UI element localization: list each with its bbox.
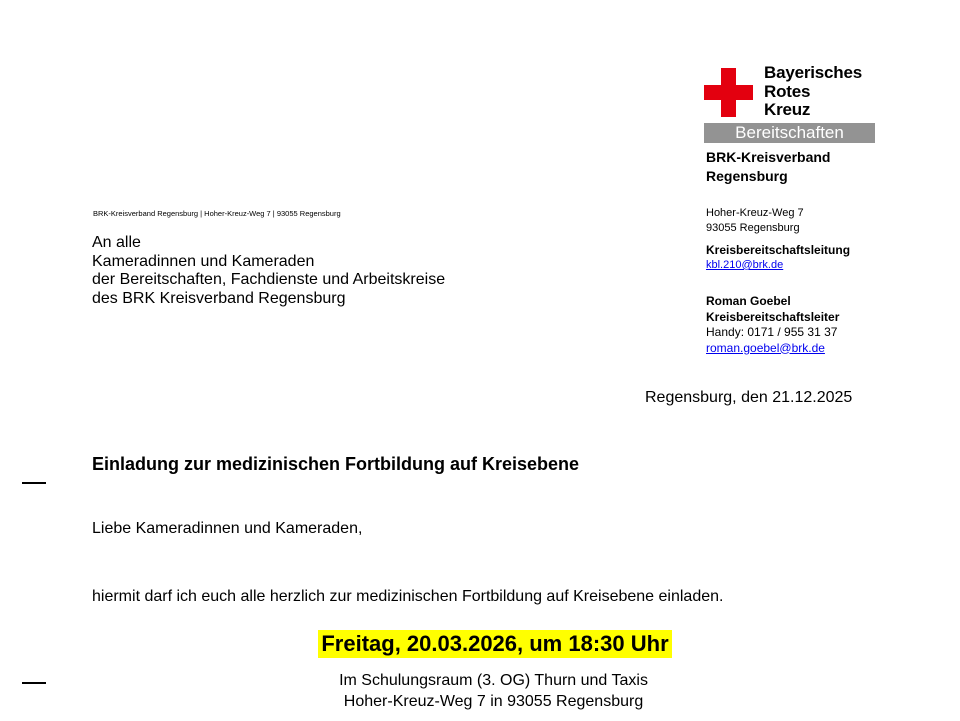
sender-department: Kreisbereitschaftsleitung (706, 243, 851, 257)
recipient-block (92, 234, 445, 308)
event-datetime-wrap (0, 630, 960, 658)
letter-date: Regensburg, den 21.12.2025 (645, 389, 853, 406)
recipient-line-2: Kameradinnen und Kameraden (92, 252, 315, 270)
sender-phone: Handy: 0171 / 955 31 37 (706, 325, 838, 339)
sender-role: Kreisbereitschaftsleiter (706, 309, 840, 324)
event-venue (0, 670, 960, 712)
recipient-line-1: An alle (92, 234, 141, 251)
sender-street: Hoher-Kreuz-Weg 7 (706, 207, 804, 219)
return-address: BRK-Kreisverband Regensburg | Hoher-Kreuz-Weg 7 | 93055 Regensburg (93, 209, 341, 218)
fold-mark-top (22, 482, 46, 484)
sender-org-line-1: BRK-Kreisverband (706, 149, 831, 165)
sender-name: Roman Goebel (706, 294, 791, 308)
logo-division-bar: Bereitschaften (704, 123, 875, 143)
sender-email-link[interactable]: roman.goebel@brk.de (706, 340, 825, 355)
sender-org-line-2: Regensburg (706, 168, 788, 184)
letter-subject: Einladung zur medizinischen Fortbildung auf Kreisebene (92, 454, 580, 474)
department-email-wrap (706, 259, 783, 271)
venue-line-2: Hoher-Kreuz-Weg 7 in 93055 Regensburg (343, 693, 644, 710)
sender-organization (706, 148, 830, 186)
logo-line-3: Kreuz (764, 100, 811, 119)
venue-line-1: Im Schulungsraum (3. OG) Thurn und Taxis (339, 672, 648, 689)
sender-city: 93055 Regensburg (706, 222, 800, 234)
red-cross-logo-icon (704, 68, 753, 117)
logo-line-2: Rotes (764, 81, 811, 101)
department-email-link[interactable]: kbl.210@brk.de (706, 259, 784, 271)
logo-wordmark (764, 64, 862, 120)
salutation: Liebe Kameradinnen und Kameraden, (92, 520, 363, 537)
recipient-line-3: der Bereitschaften, Fachdienste und Arbeitskreise (92, 271, 446, 288)
logo-line-1: Bayerisches (764, 63, 862, 82)
intro-paragraph: hiermit darf ich euch alle herzlich zur medizinischen Fortbildung auf Kreisebene einladen. (92, 588, 724, 605)
recipient-line-4: des BRK Kreisverband Regensburg (92, 289, 346, 307)
sender-address (706, 206, 804, 236)
sender-contact-person (706, 294, 839, 356)
event-datetime: Freitag, 20.03.2026, um 18:30 Uhr (318, 630, 671, 658)
